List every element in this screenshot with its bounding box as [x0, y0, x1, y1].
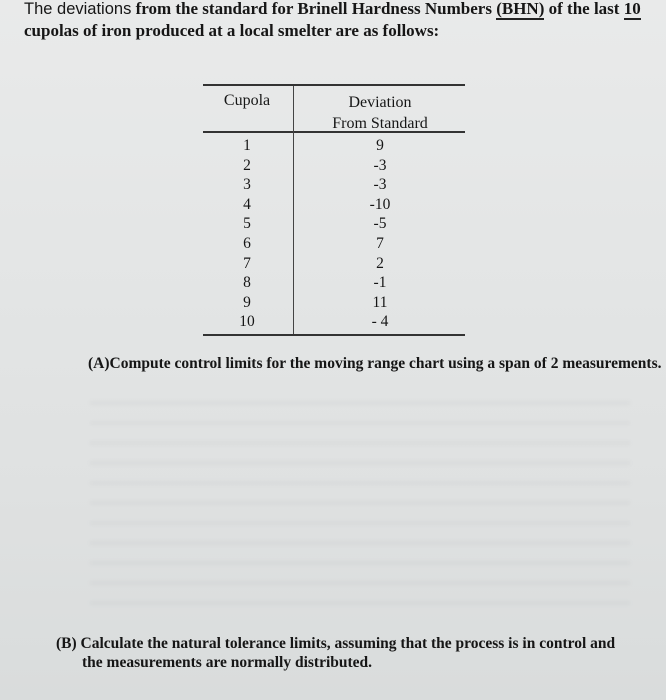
deviation-cell: 7: [376, 234, 384, 252]
deviation-cell: -10: [369, 195, 391, 213]
table-top-rule: [203, 84, 465, 86]
header-cupola: Cupola: [223, 92, 271, 109]
cupola-cell: 10: [239, 313, 255, 331]
table-column-divider: [293, 86, 294, 334]
deviation-cell: -5: [373, 215, 387, 233]
deviation-cell: 11: [372, 293, 388, 311]
cupola-column: [203, 136, 291, 332]
question-a: (A)Compute control limits for the moving range chart using a span of 2 measurements.: [88, 355, 662, 372]
problem-intro: [24, 0, 644, 41]
cupola-cell: 6: [243, 234, 251, 252]
cupola-cell: 3: [243, 176, 251, 194]
ten-underlined: 10: [623, 0, 641, 18]
intro-line-2: cupolas of iron produced at a local smelter are as follows:: [24, 21, 440, 40]
intro-line-1: [24, 0, 644, 20]
intro-lead: The deviations: [24, 0, 132, 18]
cupola-cell: 5: [243, 215, 251, 233]
deviation-table: [203, 84, 465, 336]
cupola-cell: 1: [243, 137, 251, 154]
question-b: [56, 634, 656, 672]
question-b-line2: the measurements are normally distributed.: [82, 654, 373, 671]
faded-background-text: [90, 385, 630, 615]
deviation-cell: -3: [373, 156, 387, 174]
header-deviation-line1: Deviation: [348, 94, 412, 111]
deviation-column: [295, 136, 465, 332]
intro-text: from the standard for Brinell Hardness Numbers: [131, 0, 497, 18]
header-deviation: [295, 92, 465, 134]
cupola-cell: 9: [243, 293, 251, 311]
intro-text-2: of the last: [544, 0, 624, 18]
header-deviation-line2: From Standard: [332, 115, 428, 132]
cupola-cell: 8: [243, 274, 251, 292]
question-b-line1: (B) Calculate the natural tolerance limits, assuming that the process is in control and: [56, 635, 616, 652]
deviation-cell: - 4: [371, 313, 389, 331]
table-bottom-rule: [203, 334, 465, 336]
deviation-cell: 2: [376, 254, 384, 272]
deviation-cell: -1: [373, 274, 387, 292]
deviation-cell: -3: [373, 176, 387, 194]
cupola-cell: 2: [243, 156, 251, 174]
cupola-cell: 7: [243, 254, 251, 272]
cupola-cell: 4: [243, 195, 251, 213]
deviation-cell: 9: [376, 137, 384, 154]
bhn-underlined: (BHN): [496, 0, 545, 18]
